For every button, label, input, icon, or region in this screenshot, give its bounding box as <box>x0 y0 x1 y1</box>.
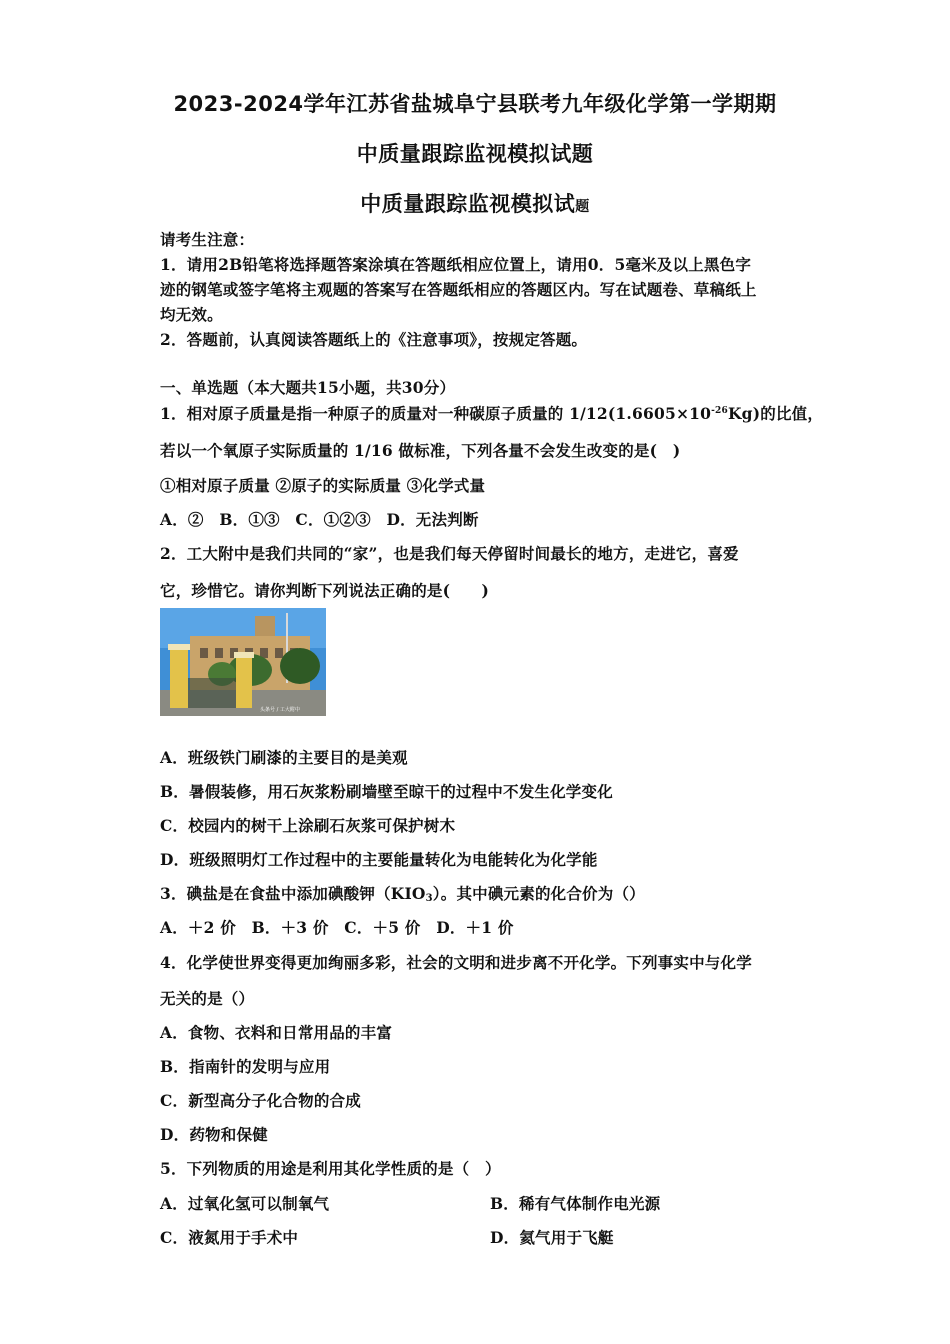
q2-stem-line2: 它，珍惜它。请你判断下列说法正确的是( ) <box>160 581 490 600</box>
school-gate-illustration <box>160 608 326 716</box>
school-gate-photo <box>160 608 326 716</box>
q1-items: ①相对原子质量 ②原子的实际质量 ③化学式量 <box>160 476 486 495</box>
notice-heading: 请考生注意： <box>160 230 255 249</box>
q3-options: A．＋2 价 B．＋3 价 C．＋5 价 D．＋1 价 <box>160 918 514 937</box>
q3-stem <box>160 882 645 904</box>
title-line-3-main: 中质量跟踪监视模拟试 <box>360 192 576 216</box>
q4-stem-line2: 无关的是（） <box>160 989 255 1008</box>
title-line-2: 中质量跟踪监视模拟试题 <box>356 142 594 166</box>
title-line-3-tail: 题 <box>575 199 590 215</box>
photo-watermark: 头条号 / 工大附中 <box>260 707 300 713</box>
q1-stem-line1 <box>160 402 823 424</box>
q2-option-a: A．班级铁门刷漆的主要目的是美观 <box>160 748 408 767</box>
notice-item1-line3: 均无效。 <box>160 305 223 324</box>
notice-item1-line2: 迹的钢笔或签字笔将主观题的答案写在答题纸相应的答题区内。写在试题卷、草稿纸上 <box>160 280 757 299</box>
q5-option-c: C．液氮用于手术中 <box>160 1228 299 1247</box>
q4-stem-line1: 4．化学使世界变得更加绚丽多彩，社会的文明和进步离不开化学。下列事实中与化学 <box>160 953 752 972</box>
notice-item2: 2．答题前，认真阅读答题纸上的《注意事项》，按规定答题。 <box>160 330 588 349</box>
q2-option-c: C．校园内的树干上涂刷石灰浆可保护树木 <box>160 816 456 835</box>
q1-options: A．② B．①③ C．①②③ D．无法判断 <box>160 510 479 529</box>
q5-option-b: B．稀有气体制作电光源 <box>490 1194 661 1213</box>
q2-stem-line1: 2．工大附中是我们共同的“家”，也是我们每天停留时间最长的地方，走进它，喜爱 <box>160 544 739 563</box>
q4-option-d: D．药物和保健 <box>160 1125 268 1144</box>
q2-option-b: B．暑假装修，用石灰浆粉刷墙壁至晾干的过程中不发生化学变化 <box>160 782 613 801</box>
section1-heading: 一、单选题（本大题共15小题，共30分） <box>160 378 456 397</box>
q4-option-b: B．指南针的发明与应用 <box>160 1057 331 1076</box>
q1-stem-b: Kg)的比值， <box>728 404 824 423</box>
q3-stem-b: ）。其中碘元素的化合价为（） <box>432 884 645 903</box>
q5-option-a: A．过氧化氢可以制氧气 <box>160 1194 330 1213</box>
q1-stem-line2: 若以一个氧原子实际质量的 1/16 做标准，下列各量不会发生改变的是( ) <box>160 441 681 460</box>
q2-option-d: D．班级照明灯工作过程中的主要能量转化为电能转化为化学能 <box>160 850 598 869</box>
q4-option-a: A．食物、衣料和日常用品的丰富 <box>160 1023 393 1042</box>
q5-stem: 5．下列物质的用途是利用其化学性质的是（ ） <box>160 1159 501 1178</box>
title-line-1: 2023-2024学年江苏省盐城阜宁县联考九年级化学第一学期期 <box>173 92 777 116</box>
q1-stem-exponent: -26 <box>711 406 728 416</box>
q5-option-d: D．氦气用于飞艇 <box>490 1228 614 1247</box>
notice-item1-line1: 1．请用2B铅笔将选择题答案涂填在答题纸相应位置上，请用0．5毫米及以上黑色字 <box>160 255 752 274</box>
q3-stem-a: 3．碘盐是在食盐中添加碘酸钾（KIO <box>160 884 426 903</box>
title-line-3 <box>0 188 950 218</box>
q1-stem-a: 1．相对原子质量是指一种原子的质量对一种碳原子质量的 1/12(1.6605×10 <box>160 404 712 423</box>
q3-stem-subscript: 3 <box>425 893 433 904</box>
q4-option-c: C．新型高分子化合物的合成 <box>160 1091 361 1110</box>
